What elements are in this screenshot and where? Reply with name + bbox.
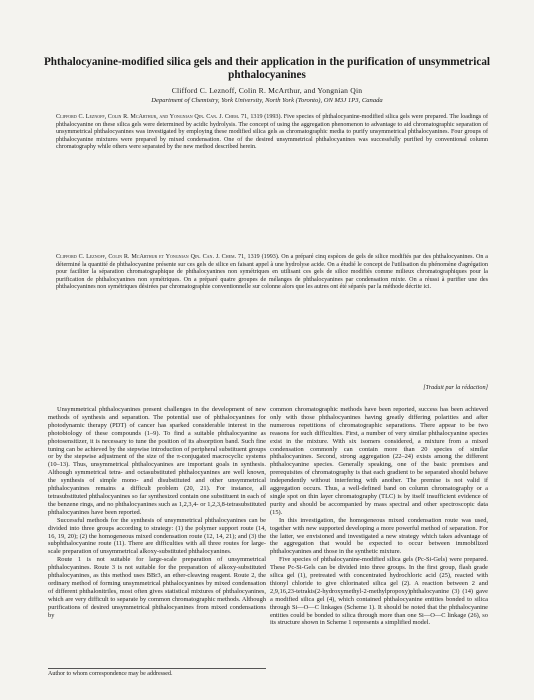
abstract-french-citation: Clifford C. Leznoff, Colin R. McArthur et Yongnian Qin. Can. J. Chem. 71, 1319 (1993). (56, 254, 280, 260)
body-paragraph: Five species of phthalocyanine-modified silica gels (Pc-Si-Gels) were prepared. These Pc-Si-Gels can be divided into three groups. In the first group, flash grade silica gel (1), pretreated with concentrated hydrochloric acid (25), reacted with thionyl chloride to give chlorinated silica gel (2). A reaction between 2 and 2,9,16,23-tetrakis(2-hydroxymethyl-2-methylpropoxy)phthalocyanine (3) (14) gave a modified silica gel (4), which contained phthalocyanine entities bonded to silica through Si—O—C linkages (Scheme 1). It should be noted that the phthalocyanine entities could be bonded to silica through more than one Si—O—C linkage (26), so its structure shown in Scheme 1 represents a simplified model. (270, 556, 488, 627)
abstract-french (56, 254, 488, 292)
body-paragraph: Route 1 is not suitable for large-scale preparation of unsymmetrical phthalocyanines. Route 3 is not suitable for the preparation of alkoxy-substituted phthalocyanines, as this method uses BBr3, an ether-cleaving reagent. Route 2, the ordinary method of forming unsymmetrical phthalocyanines by mixed condensation of different phthalonitriles, most often gives statistical mixtures of phthalocyanines, which are very difficult to separate by common chromatographic methods. Although purifications of desired unsymmetrical phthalocyanines from mixed condensations by (48, 556, 266, 619)
body-paragraph: Successful methods for the synthesis of unsymmetrical phthalocyanines can be divided into three groups according to strategy: (1) the polymer support route (14, 16, 19, 20); (2) the homogeneous mixed condensation route (12, 14, 21); and (3) the subphthalocyanine route (11). There are difficulties with all three routes for large-scale preparation of unsymmetrical alkoxy-substituted phthalocyanines. (48, 516, 266, 556)
body-column-right (270, 406, 488, 627)
author-affiliation: Department of Chemistry, York University, North York (Toronto), ON M3J 1P3, Canada (151, 97, 383, 104)
abstract-english-body: Five species of phthalocyanine-modified silica gels were prepared. The loadings of phthalocyanine on these silica gels were determined by acidic hydrolysis. The concept of using the aggregation phenomenon to advantage to aid chromatographic separation of unsymmetrical phthalocyanines was investigated by employing these modified silica gels as chromatographic media to purify unsymmetrical phthalocyanines. Four groups of phthalocyanine mixtures were prepared by mixed condensation. One of the desired unsymmetrical phthalocyanines was successfully purified by conventional column chromatography while others were separated by the new method described herein. (56, 114, 488, 151)
body-paragraph: In this investigation, the homogeneous mixed condensation route was used, together with new supported developing a more powerful method of separation. For the latter, we envisioned and investigated a new strategy which takes advantage of the aggregation that would be expected to occur between immobilized phthalocyanines and those in the synthetic mixture. (270, 516, 488, 556)
body-paragraph: common chromatographic methods have been reported, success has been achieved only with those phthalocyanines having greatly differing polarities and after numerous repetitions of chromatographic separations. There appear to be two reasons for such difficulties. First, a number of very similar phthalocyanine species exist in the mixture. With six isomers considered, a mixture from a mixed condensation commonly can contain more than 20 species of similar phthalocyanines. Second, strong aggregation (22–24) exists among the different phthalocyanine species. Generally speaking, one of the basic premises and prerequisites of chromatography is that each gradient to be separated should behave independently without interfering with another. The premise is not valid if aggregation occurs. Thus, a well-defined band on column chromatography or a single spot on thin layer chromatography (TLC) is by itself insufficient evidence of purity and should be accompanied by mass spectral and other spectroscopic data (15). (270, 406, 488, 516)
abstract-french-body: On a préparé cinq espèces de gels de silice modifiés par des phthalocyanines. On a déterminé la quantité de phthalocyanine présente sur ces gels de silice en faisant appel à une hydrolyse acide. On a étudié le concept de l'utilisation du phénomène d'agrégation pour faciliter la séparation chromatographique de phthalocyanines non symétriques en utilisant ces gels de silice modifiés comme milieux chromatographiques pour la purification de phthalocyanines non symétriques. On a préparé quatre groupes de mélanges de phthalocyanines par condensation mixte. On a réussi à purifier une des phthalocyanines non symétriques désirées par chromatographie conventionnelle sur colonne alors que les autres ont été séparés par la méthode décrite ici. (56, 254, 489, 291)
translation-note: [Traduit par la rédaction] (423, 384, 488, 391)
abstract-english-citation: Clifford C. Leznoff, Colin R. McArthur, and Yongnian Qin. Can. J. Chem. 71, 1319 (1993). (56, 114, 283, 120)
abstract-english (56, 114, 488, 152)
correspondence-footnote: Author to whom correspondence may be addressed. (48, 668, 266, 678)
article-title: Phthalocyanine-modified silica gels and their application in the purification of unsymmetrical phthalocyanines (43, 56, 491, 81)
body-paragraph: Unsymmetrical phthalocyanines present challenges in the development of new methods of synthesis and separation. The potential use of phthalocyanines for photodynamic therapy (PDT) of cancer has sparked considerable interest in the photobiology of these compounds (1–9). To find a suitable phthalocyanine as photosensitizer, it is necessary to tune the position of its absorption band. Such fine tuning can be achieved by the stepwise introduction of peripheral substituent groups or by the stepwise adjustment of the size of the π-conjugated macrocyclic systems (10–13). Thus, unsymmetrical phthalocyanines are important goals in synthesis. Although symmetrical tetra- and octasubstituted phthalocyanines are well known, the synthesis of simple mono- and disubstituted and other unsymmetrical phthalocyanines remains a difficult problem (20, 21). For instance, all tetrasubstituted phthalocyanines so far synthesized contain one substituent in each of the benzene rings, and no phthalocyanines such as 1,2,3,4- or 1,2,3,8-tetrasubstituted phthalocyanines have been reported. (48, 406, 266, 516)
author-list: Clifford C. Leznoff, Colin R. McArthur, and Yongnian Qin (171, 86, 363, 95)
body-column-left (48, 406, 266, 619)
